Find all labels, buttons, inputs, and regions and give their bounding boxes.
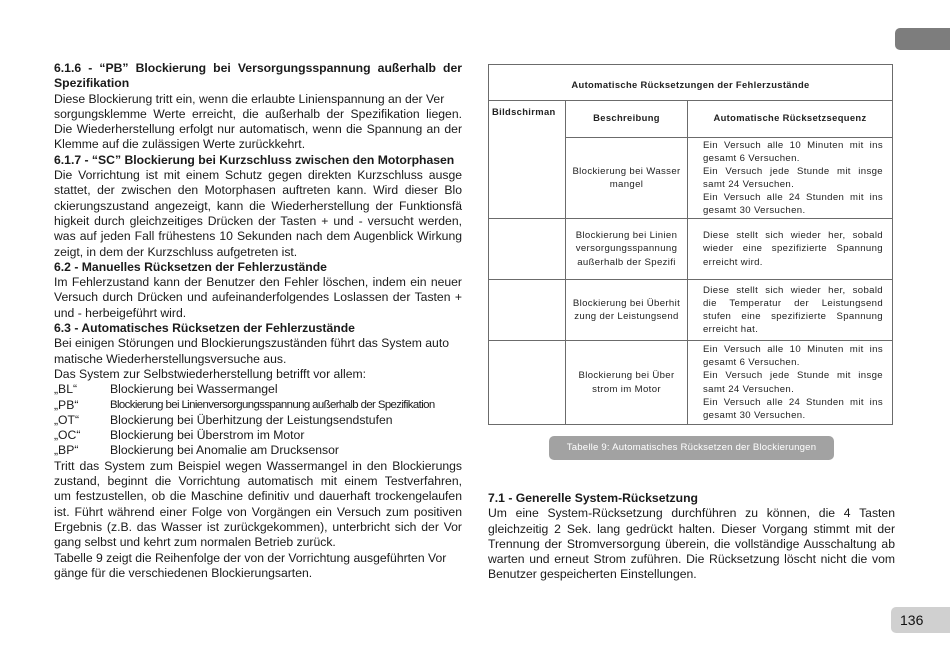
section-6-3-heading: 6.3 - Automatisches Rücksetzen der Fehlerzustände <box>54 321 355 336</box>
section-6-1-7-body: Die Vorrichtung ist mit einem Schutz gegen direkten Kurzschluss ausge stattet, der zwischen den Motorphasen auftreten kann. Wird dieser Blo ckierungszustand angezeigt, kann die Wiederherstellung der Funktionsfä higkeit durch gleichzeitiges Drücken der Tasten + und - versucht werden, was auf jeden Fall frühestens 10 Sekunden nach dem Augenblick Wirkung zeigt, in dem der Kurzschluss aufgetreten ist. <box>54 168 462 259</box>
section-7-1-body: Um eine System-Rücksetzung durchführen zu können, die 4 Tasten gleichzeitig 2 Sek. lang gedrückt halten. Dieser Vorgang stimmt mit der Trennung der Stromversorgung überein, die vollständige Ausschaltung ab warten und erneut Strom zuführen. Die Rücksetzung löscht nicht die vom Benutzer gespeicherten Einstellungen. <box>488 506 895 582</box>
error-code-list <box>54 382 462 458</box>
section-6-1-6-heading: 6.1.6 - “PB” Blockierung bei Versorgungsspannung außerhalb der Spezifikation <box>54 61 462 91</box>
table-row-2-sequence: Diese stellt sich wieder her, sobald wieder eine spezifizierte Spannung erreicht wird. <box>703 230 883 268</box>
section-6-1-6-body: Diese Blockierung tritt ein, wenn die erlaubte Linienspannung an der Ver sorgungsklemme Werte erreicht, die außerhalb der Spezifikation liegen. Die Wiederherstellung erfolgt nur automatisch, wenn die Spannung an der Klemme auf die zulässigen Werte zurückkehrt. <box>54 91 462 152</box>
error-code-item <box>54 398 462 413</box>
error-code: „BP“ <box>54 443 79 458</box>
error-code-description: Blockierung bei Überhitzung der Leistungsendstufen <box>110 412 393 427</box>
error-code: „OC“ <box>54 428 81 443</box>
table-header-display: Bildschirman <box>492 106 556 117</box>
section-6-3-body-continued: Tritt das System zum Beispiel wegen Wassermangel in den Blockierungs zustand, beginnt die Vorrichtung automatisch mit einem Testverfahren, um festzustellen, ob die Maschine definitiv und dauerhaft trockengelaufen ist. Führt während einer Folge von Vorgängen ein Versuch zum positiven Ergebnis (z.B. das Wasser ist zurückgekommen), unterbricht sich der Vor gang selbst und kehrt zum normalen Betrieb zurück. Tabelle 9 zeigt die Reihenfolge der von der Vorrichtung ausgeführten Vor gänge für die verschiedenen Blockierungsarten. <box>54 458 462 580</box>
table-row-3-sequence: Diese stellt sich wieder her, sobald die Temperatur der Leistungsend stufen eine spezifizierte Spannung erreicht hat. <box>703 284 883 336</box>
error-code-item <box>54 428 462 443</box>
table-row-2-description: Blockierung bei Linien versorgungsspannung außerhalb der Spezifi <box>575 230 678 268</box>
section-7-1-heading: 7.1 - Generelle System-Rücksetzung <box>488 491 698 505</box>
left-column <box>54 61 462 581</box>
table-row-1-sequence: Ein Versuch alle 10 Minuten mit ins gesamt 6 Versuchen. Ein Versuch jede Stunde mit insge samt 24 Versuchen. Ein Versuch alle 24 Stunden mit ins gesamt 30 Versuchen. <box>703 139 883 217</box>
section-6-2-body: Im Fehlerzustand kann der Benutzer den Fehler löschen, indem ein neuer Versuch durch Drücken und aufeinanderfolgendes Loslassen der Tasten + und - herbeigeführt wird. <box>54 275 462 320</box>
chapter-tab-marker <box>895 28 950 50</box>
error-code-item <box>54 382 462 397</box>
error-code-item <box>54 443 462 458</box>
section-6-2-heading: 6.2 - Manuelles Rücksetzen der Fehlerzustände <box>54 259 327 274</box>
error-code-description: Blockierung bei Anomalie am Drucksensor <box>110 443 339 458</box>
table-column-divider <box>687 101 688 424</box>
auto-reset-table <box>488 64 893 425</box>
table-row-4-sequence: Ein Versuch alle 10 Minuten mit ins gesamt 6 Versuchen. Ein Versuch jede Stunde mit insge samt 24 Versuchen. Ein Versuch alle 24 Stunden mit ins gesamt 30 Versuchen. <box>703 344 883 421</box>
right-column <box>488 491 895 583</box>
table-row-4-description: Blockierung bei Über strom im Motor <box>578 370 675 395</box>
table-row-3-description: Blockierung bei Überhit zung der Leistungsend <box>572 297 681 322</box>
error-code-description: Blockierung bei Überstrom im Motor <box>110 428 305 443</box>
error-code-item <box>54 413 462 428</box>
error-code-description: Blockierung bei Wassermangel <box>110 382 278 397</box>
table-header-description: Beschreibung <box>593 112 660 123</box>
section-6-3-body: Bei einigen Störungen und Blockierungszuständen führt das System auto matische Wiederherstellungsversuche aus. Das System zur Selbstwiederherstellung betrifft vor allem: <box>54 336 449 381</box>
table-header-sequence: Automatische Rücksetzsequenz <box>713 112 867 123</box>
error-code-description: Blockierung bei Linienversorgungsspannung außerhalb der Spezifikation <box>110 398 435 411</box>
table-footer-caption: Tabelle 9: Automatisches Rücksetzen der Blockierungen <box>549 436 834 460</box>
error-code: „PB“ <box>54 397 79 412</box>
section-6-1-7-heading: 6.1.7 - “SC” Blockierung bei Kurzschluss zwischen den Motorphasen <box>54 152 455 167</box>
table-caption: Automatische Rücksetzungen der Fehlerzustände <box>489 65 892 101</box>
page-number: 136 <box>891 607 950 633</box>
error-code: „OT“ <box>54 412 80 427</box>
table-row-1-description: Blockierung bei Wasser mangel <box>572 165 681 190</box>
error-code: „BL“ <box>54 382 78 397</box>
